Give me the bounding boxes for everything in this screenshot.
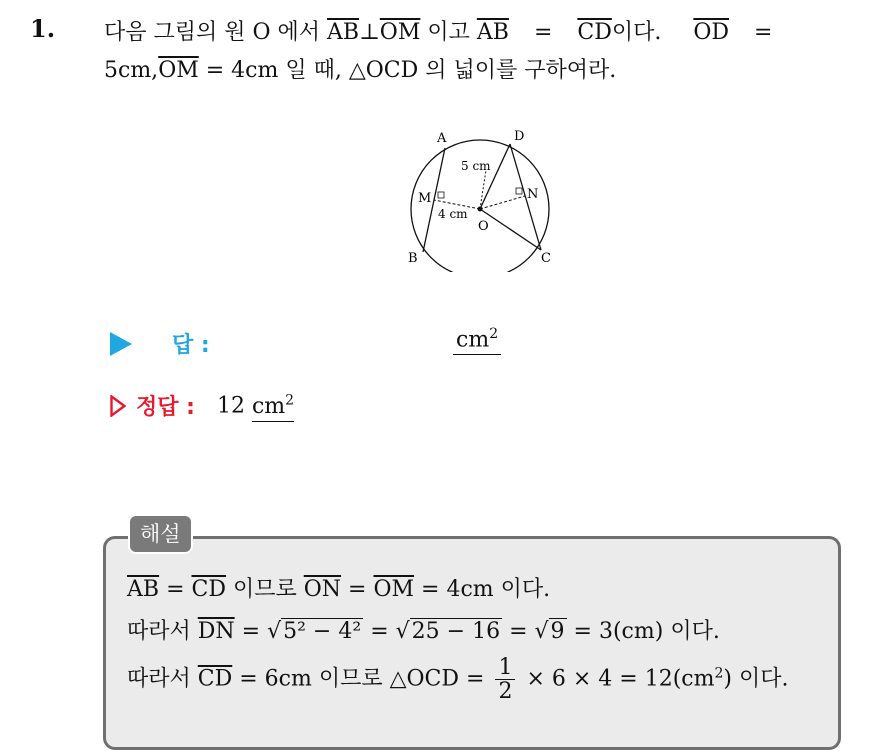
sqrt-expression: √25 − 16 [395, 619, 501, 644]
segment-om: $\overline{OM}$ [379, 20, 421, 45]
equals: = [533, 20, 553, 45]
exp-text: 따라서 [127, 619, 191, 644]
question-text [104, 14, 864, 90]
correct-answer-label: 정답 : [136, 395, 195, 420]
exp-eq: = [166, 577, 185, 602]
exp-text: ) 이다. [723, 666, 789, 692]
segment-ab: $\overline{AB}$ [327, 20, 360, 45]
right-angle-n [516, 188, 522, 194]
answer-unit-text: cm [456, 327, 490, 353]
label-o: O [478, 219, 489, 234]
exp-text: = 3(cm) 이다. [573, 619, 720, 644]
exp-seg-ab: $\overline{AB}$ [127, 577, 160, 602]
exp-eq: = [241, 619, 261, 644]
center-point [478, 207, 483, 212]
explanation-line-2 [127, 614, 720, 645]
label-a: A [437, 131, 447, 146]
exp-eq: = [509, 619, 528, 644]
segment-od: $\overline{OD}$ [693, 20, 730, 45]
label-c: C [541, 251, 551, 266]
explanation-line-3 [127, 656, 788, 703]
correct-answer-number: 12 [216, 393, 245, 419]
question-rest: = 4cm 일 때, △OCD 의 넓이를 구하여라. [205, 58, 617, 83]
answer-unit [453, 326, 501, 355]
right-angle-m [438, 192, 444, 198]
correct-answer-unit: $cm^2$ [252, 394, 294, 422]
label-d: D [514, 129, 525, 144]
segment-ab-2: $\overline{AB}$ [476, 20, 509, 45]
od-value: 5cm, [104, 58, 159, 83]
exp-eq: = [370, 619, 389, 644]
explanation-badge: 해설 [128, 514, 193, 554]
question-mid: 이고 [427, 20, 470, 45]
question-prefix: 다음 그림의 원 O 에서 [104, 20, 321, 45]
segment-om-2: $\overline{OM}$ [158, 58, 199, 83]
exp-seg-cd: $\overline{CD}$ [197, 666, 233, 692]
sqrt-expression: √5² − 4² [267, 619, 362, 644]
correct-answer-row [110, 390, 294, 421]
exp-text: = 6cm 이므로 △OCD = [239, 666, 485, 692]
label-m: M [418, 191, 432, 206]
question-number: 1. [30, 14, 56, 43]
correct-arrow-icon [110, 395, 126, 417]
exp-superscript: 2 [714, 665, 724, 682]
sqrt-expression: √9 [534, 619, 565, 644]
exp-seg-dn: $\overline{DN}$ [197, 619, 235, 644]
label-od-length: 5 cm [461, 159, 491, 173]
exp-seg-on: $\overline{ON}$ [303, 577, 342, 602]
exp-text: 따라서 [127, 666, 191, 692]
answer-row [110, 328, 210, 359]
answer-label: 답 : [172, 333, 210, 358]
exp-seg-om: $\overline{OM}$ [373, 577, 415, 602]
exp-text: × 6 × 4 = 12(cm [526, 666, 715, 692]
explanation-line-1 [127, 572, 550, 603]
segment-cd: $\overline{CD}$ [577, 20, 612, 45]
exp-text: 이므로 [232, 577, 297, 602]
fraction: $\frac{1}{2}$ [495, 656, 515, 703]
equals-2: = [754, 20, 773, 45]
label-om-length: 4 cm [438, 207, 468, 221]
answer-arrow-icon [110, 332, 132, 356]
segment-on-line [480, 196, 525, 209]
question-line-1 [104, 14, 864, 52]
exp-eq: = [348, 577, 367, 602]
question-line-2 [104, 52, 864, 90]
segment-oc-line [480, 209, 541, 250]
label-b: B [408, 251, 418, 266]
exp-text: = 4cm 이다. [421, 577, 551, 602]
question-suffix: 이다. [611, 20, 662, 45]
circle-figure [400, 122, 570, 272]
perp-symbol: ⊥ [359, 20, 380, 45]
correct-answer-value [217, 392, 294, 418]
label-n: N [527, 187, 539, 202]
answer-unit-exp: 2 [489, 326, 499, 342]
exp-seg-cd: $\overline{CD}$ [191, 577, 226, 602]
